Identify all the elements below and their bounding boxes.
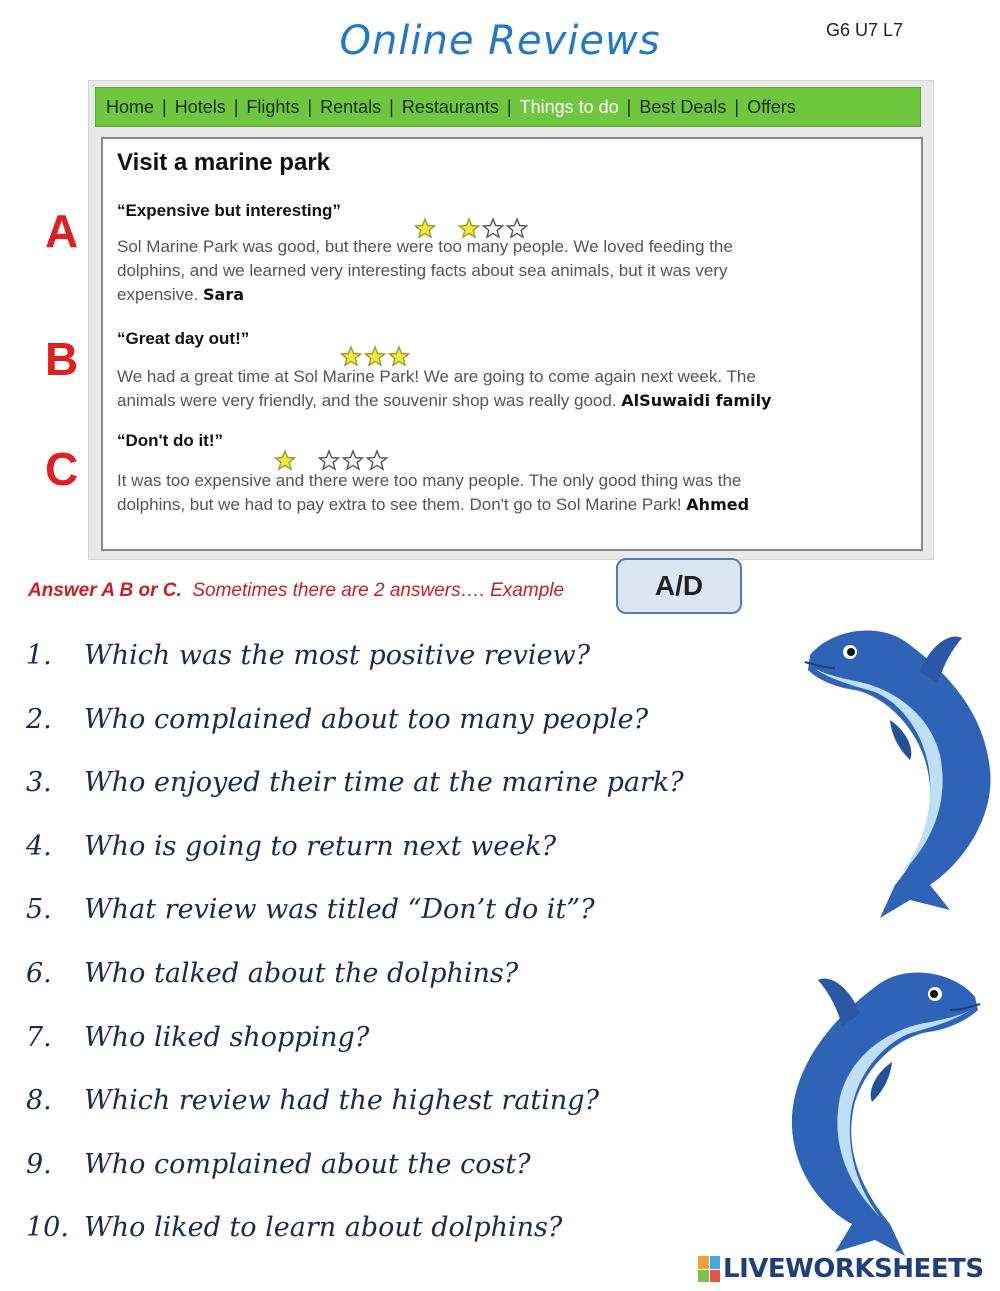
star-outline-icon	[341, 449, 365, 471]
star-outline-icon	[365, 449, 389, 471]
question-item	[26, 1085, 786, 1125]
review-b-line	[117, 389, 771, 413]
review-a-line: Sol Marine Park was good, but there were too many people. We loved feeding the	[117, 237, 733, 256]
liveworksheets-logo	[698, 1254, 984, 1284]
question-number: 10.	[26, 1212, 69, 1244]
review-b-title: “Great day out!”	[117, 329, 250, 348]
star-filled-icon	[387, 345, 411, 367]
review-a-author: Sara	[203, 285, 245, 304]
review-a-line	[117, 283, 733, 307]
star-filled-icon	[339, 345, 363, 367]
question-number: 6.	[26, 958, 52, 989]
star-filled-icon	[273, 449, 297, 471]
lesson-code: G6 U7 L7	[826, 20, 904, 40]
nav-separator: |	[389, 96, 394, 117]
question-text: Who talked about the dolphins?	[84, 958, 519, 989]
question-text: Who complained about the cost?	[84, 1148, 531, 1180]
review-a-text: expensive.	[117, 285, 199, 304]
nav-separator: |	[734, 96, 740, 117]
question-item	[26, 1022, 786, 1062]
dolphin-illustration	[780, 962, 985, 1257]
nav-item-home[interactable]: Home	[106, 96, 155, 117]
review-c-line: It was too expensive and there were too many people. The only good thing was the	[117, 471, 742, 490]
review-c-body	[117, 469, 749, 517]
review-c-text: dolphins, but we had to pay extra to see them. Don't go to Sol Marine Park!	[117, 495, 682, 514]
review-b-text: animals were very friendly, and the souvenir shop was really good.	[117, 391, 617, 410]
question-text: Who enjoyed their time at the marine park?	[84, 767, 684, 799]
star-outline-icon	[317, 449, 341, 471]
question-number: 9.	[26, 1148, 52, 1180]
instructions-bold: Answer A B or C.	[28, 580, 182, 601]
question-text: Who liked to learn about dolphins?	[84, 1212, 563, 1244]
review-panel	[101, 137, 923, 551]
nav-separator: |	[626, 96, 632, 117]
question-text: Which was the most positive review?	[84, 640, 591, 671]
review-website-card	[88, 80, 934, 560]
question-item	[26, 894, 786, 934]
nav-item-hotels[interactable]: Hotels	[174, 96, 226, 117]
dolphin-illustration	[800, 620, 995, 920]
question-number: 8.	[26, 1085, 52, 1117]
question-item	[26, 1212, 786, 1252]
question-number: 5.	[26, 894, 52, 926]
review-b-author: AlSuwaidi family	[621, 391, 772, 410]
logo-text: LIVEWORKSHEETS	[723, 1254, 984, 1284]
nav-separator: |	[233, 96, 239, 117]
question-number: 1.	[26, 640, 52, 671]
question-item	[26, 767, 786, 807]
question-text: Who is going to return next week?	[84, 830, 557, 862]
nav-item-things-to-do[interactable]: Things to do	[519, 96, 619, 117]
question-text: Which review had the highest rating?	[84, 1085, 600, 1117]
question-item	[26, 958, 786, 998]
review-a-body	[117, 235, 733, 307]
question-number: 2.	[26, 703, 52, 735]
nav-item-rentals[interactable]: Rentals	[320, 96, 382, 117]
park-title: Visit a marine park	[117, 149, 330, 176]
nav-item-restaurants[interactable]: Restaurants	[401, 96, 499, 117]
review-b-body	[117, 365, 771, 413]
page-title: Online Reviews	[339, 18, 661, 64]
nav-item-best-deals[interactable]: Best Deals	[639, 96, 727, 117]
label-a: A	[45, 205, 79, 257]
review-c-stars	[273, 449, 389, 471]
instructions	[28, 580, 564, 602]
question-text: Who complained about too many people?	[84, 703, 649, 735]
star-filled-icon	[363, 345, 387, 367]
review-a-line: dolphins, and we learned very interesting facts about sea animals, but it was very	[117, 261, 728, 280]
review-c-line	[117, 493, 749, 517]
review-c-title: “Don't do it!”	[117, 431, 224, 450]
label-c: C	[45, 443, 79, 495]
nav-separator: |	[162, 96, 167, 117]
question-number: 4.	[26, 830, 52, 862]
question-text: Who liked shopping?	[84, 1021, 370, 1053]
question-number: 3.	[26, 767, 52, 799]
review-a-title: “Expensive but interesting”	[117, 201, 341, 220]
question-item	[26, 831, 786, 871]
review-b-line: We had a great time at Sol Marine Park! We are going to come again next week. The	[117, 367, 756, 386]
question-item	[26, 1149, 786, 1189]
nav-separator: |	[506, 96, 512, 117]
question-item	[26, 640, 786, 680]
label-b: B	[45, 333, 79, 385]
question-number: 7.	[26, 1021, 52, 1053]
review-b-stars	[339, 345, 411, 367]
example-answer-box: A/D	[616, 558, 742, 614]
review-c-author: Ahmed	[686, 495, 750, 514]
nav-item-offers[interactable]: Offers	[747, 96, 796, 117]
question-text: What review was titled “Don’t do it”?	[84, 894, 595, 926]
nav-bar	[95, 87, 921, 127]
question-item	[26, 704, 786, 744]
nav-item-flights[interactable]: Flights	[246, 96, 300, 117]
logo-icon	[698, 1256, 720, 1282]
nav-separator: |	[307, 96, 313, 117]
instructions-rest: Sometimes there are 2 answers…. Example	[192, 580, 565, 601]
